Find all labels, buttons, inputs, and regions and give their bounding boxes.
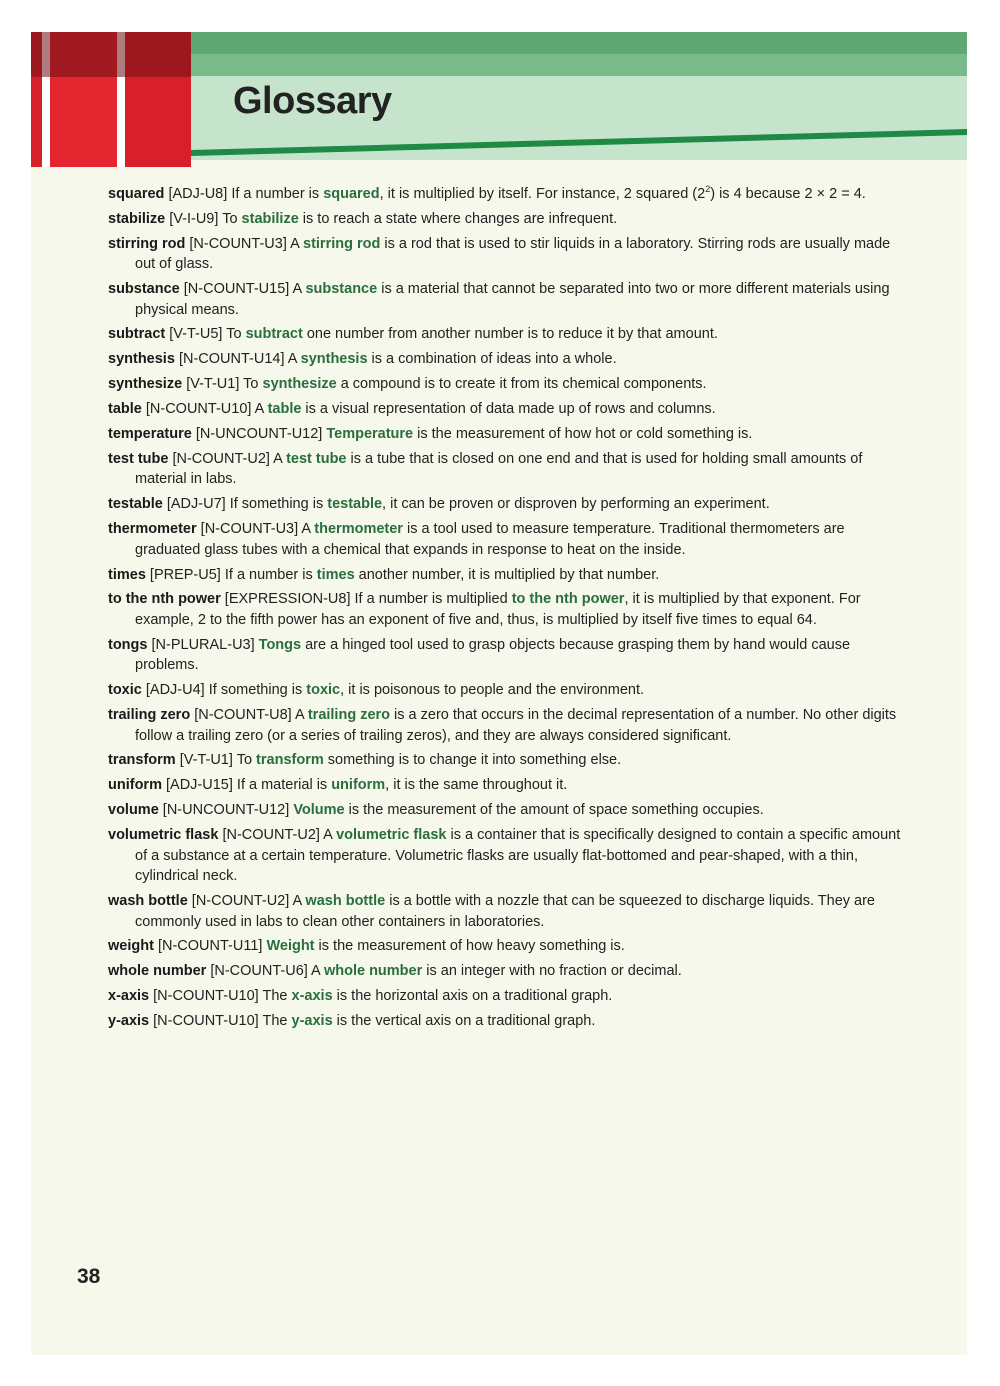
entry-definition: are a hinged tool used to grasp objects because grasping them by hand would cause problems. [135, 636, 851, 674]
entry-definition: is the measurement of how hot or cold something is. [413, 425, 753, 442]
glossary-entry [108, 519, 903, 560]
entry-highlight-term: test tube [286, 450, 347, 467]
entry-text: If something is [208, 682, 303, 699]
entry-text: If a material is [236, 777, 328, 794]
glossary-entry [108, 750, 903, 771]
entry-definition: is the measurement of how heavy something is. [314, 938, 625, 955]
glossary-entry [108, 374, 903, 395]
glossary-entry [108, 891, 903, 932]
glossary-entry [108, 324, 903, 345]
entry-part-of-speech: [PREP-U5] [149, 566, 221, 583]
glossary-entry [108, 209, 903, 230]
glossary-entry [108, 424, 903, 445]
entry-highlight-term: stirring rod [303, 235, 381, 252]
entry-term: times [108, 566, 146, 583]
entry-term: substance [108, 281, 180, 297]
entry-highlight-term: substance [305, 281, 378, 297]
entry-highlight-term: table [267, 401, 302, 418]
entry-part-of-speech: [N-COUNT-U3] [200, 521, 299, 538]
entry-term: toxic [108, 682, 142, 699]
glossary-entry [108, 349, 903, 370]
entry-highlight-term: toxic [306, 682, 341, 699]
glossary-entry [108, 961, 903, 982]
entry-definition: one number from another number is to reduce it by that amount. [302, 326, 718, 343]
entry-text: A [287, 351, 297, 368]
entry-text: To [226, 326, 242, 343]
glossary-entry [108, 234, 903, 275]
entry-part-of-speech: [N-COUNT-U10] [153, 1013, 259, 1030]
entry-text: To [243, 376, 259, 393]
entry-definition: , it is multiplied by itself. For instance, 2 squared (2 [379, 185, 706, 202]
entry-highlight-term: Weight [266, 938, 315, 955]
entry-text: If something is [229, 496, 324, 513]
entry-definition: is a zero that occurs in the decimal representation of a number. No other digits follow a trailing zero (or a series of trailing zeros), and they are always considered significant. [135, 707, 897, 744]
entry-term: uniform [108, 777, 162, 794]
glossary-entry [108, 399, 903, 420]
entry-highlight-term: Volume [293, 802, 345, 819]
entry-definition: , it is the same throughout it. [385, 777, 568, 794]
entry-definition: is a tube that is closed on one end and that is used for holding small amounts of material in labs. [135, 450, 863, 488]
header-banner-graphic [31, 32, 967, 167]
glossary-entry [108, 936, 903, 957]
entry-definition: , it can be proven or disproven by performing an experiment. [382, 496, 770, 513]
entry-definition: is a rod that is used to stir liquids in a laboratory. Stirring rods are usually made out of glass. [135, 235, 891, 273]
entry-definition: a compound is to create it from its chemical components. [336, 376, 707, 393]
entry-term: squared [108, 185, 165, 202]
entry-part-of-speech: [N-COUNT-U10] [145, 401, 252, 418]
entry-text: The [262, 988, 288, 1005]
entry-part-of-speech: [ADJ-U4] [145, 682, 205, 699]
entry-text: A [290, 235, 299, 252]
entry-highlight-term: transform [256, 752, 324, 769]
entry-text: If a number is multiplied [354, 591, 508, 608]
entry-text: To [236, 752, 253, 769]
page-number: 38 [77, 1265, 101, 1288]
entry-text: A [292, 281, 302, 297]
glossary-entry [108, 449, 903, 490]
entry-highlight-term: volumetric flask [336, 827, 447, 844]
entry-part-of-speech: [N-COUNT-U3] [189, 235, 287, 252]
entry-highlight-term: stabilize [241, 210, 299, 227]
entry-highlight-term: subtract [245, 326, 303, 343]
entry-superscript: 2 [705, 184, 711, 194]
entry-highlight-term: times [316, 566, 355, 583]
entry-part-of-speech: [N-COUNT-U2] [191, 893, 290, 910]
entry-term: testable [108, 496, 163, 513]
entry-definition-continued: ) is 4 because 2 × 2 = 4. [710, 185, 866, 202]
glossary-entry [108, 494, 903, 515]
entry-definition: , it is poisonous to people and the environment. [340, 682, 645, 699]
entry-part-of-speech: [ADJ-U7] [166, 496, 226, 513]
entry-text: A [254, 401, 264, 418]
entry-definition: is a bottle with a nozzle that can be squeezed to discharge liquids. They are commonly used in labs to clean other containers in laboratories. [135, 893, 875, 930]
glossary-entry [108, 279, 903, 320]
entry-part-of-speech: [V-I-U9] [169, 210, 219, 227]
entry-part-of-speech: [V-T-U1] [179, 752, 233, 769]
entry-term: trailing zero [108, 707, 191, 724]
entry-highlight-term: testable [327, 496, 383, 513]
entry-definition: is a combination of ideas into a whole. [367, 351, 617, 368]
glossary-entry [108, 179, 903, 204]
entry-part-of-speech: [N-UNCOUNT-U12] [195, 425, 323, 442]
entry-part-of-speech: [EXPRESSION-U8] [224, 591, 351, 608]
entry-term: weight [108, 938, 154, 955]
entry-text: A [273, 450, 283, 467]
glossary-entry [108, 565, 903, 586]
entry-definition: is a container that is specifically designed to contain a specific amount of a substance at a certain temperature. Volumetric flasks are usually flat-bottomed and pear-shaped, with a thin, cylindrical neck. [135, 827, 901, 885]
entry-text: To [222, 210, 238, 227]
entry-term: volume [108, 802, 159, 819]
glossary-entry [108, 589, 903, 630]
entry-term: transform [108, 752, 176, 769]
glossary-entry [108, 800, 903, 821]
entry-term: tongs [108, 636, 148, 653]
page-title: Glossary [233, 80, 392, 122]
entry-highlight-term: wash bottle [305, 893, 386, 910]
entry-part-of-speech: [N-COUNT-U10] [153, 988, 259, 1005]
entry-definition: is to reach a state where changes are infrequent. [298, 210, 618, 227]
entry-text: A [301, 521, 311, 538]
entry-part-of-speech: [N-COUNT-U11] [157, 938, 263, 955]
entry-part-of-speech: [N-COUNT-U15] [183, 281, 290, 297]
entry-term: subtract [108, 326, 166, 343]
entry-term: volumetric flask [108, 827, 219, 844]
glossary-list [108, 179, 903, 1036]
entry-term: test tube [108, 450, 169, 467]
entry-part-of-speech: [N-COUNT-U14] [178, 351, 285, 368]
entry-highlight-term: thermometer [314, 521, 403, 538]
glossary-entry [108, 825, 903, 887]
page-header [31, 32, 967, 167]
entry-highlight-term: synthesis [300, 351, 368, 368]
entry-highlight-term: Temperature [326, 425, 414, 442]
entry-term: synthesis [108, 351, 175, 368]
entry-definition: is the horizontal axis on a traditional graph. [332, 988, 613, 1005]
entry-definition: is the vertical axis on a traditional graph. [332, 1013, 596, 1030]
entry-part-of-speech: [V-T-U5] [169, 326, 223, 343]
entry-text: A [323, 827, 333, 844]
entry-part-of-speech: [ADJ-U8] [168, 185, 228, 202]
entry-definition: something is to change it into something else. [323, 752, 622, 769]
entry-definition: is an integer with no fraction or decimal. [422, 963, 682, 980]
glossary-entry [108, 635, 903, 676]
entry-definition: , it is multiplied by that exponent. For example, 2 to the fifth power has an exponent of five and, thus, is multiplied by itself five times to equal 64. [135, 591, 861, 628]
entry-text: If a number is [224, 566, 313, 583]
entry-highlight-term: to the nth power [511, 591, 625, 608]
entry-highlight-term: trailing zero [307, 707, 391, 724]
entry-term: stabilize [108, 210, 166, 227]
glossary-entry [108, 680, 903, 701]
entry-term: whole number [108, 963, 207, 980]
entry-definition: is a material that cannot be separated into two or more different materials using physical means. [135, 281, 890, 318]
entry-highlight-term: x-axis [291, 988, 333, 1005]
entry-term: thermometer [108, 521, 197, 538]
entry-highlight-term: y-axis [291, 1013, 333, 1030]
entry-term: stirring rod [108, 235, 186, 252]
entry-text: The [262, 1013, 288, 1030]
entry-part-of-speech: [N-COUNT-U6] [210, 963, 308, 980]
entry-part-of-speech: [N-COUNT-U2] [172, 450, 270, 467]
entry-text: A [292, 893, 302, 910]
entry-term: temperature [108, 425, 192, 442]
page [31, 32, 967, 1355]
glossary-entry [108, 775, 903, 796]
entry-term: wash bottle [108, 893, 188, 910]
entry-part-of-speech: [N-COUNT-U2] [222, 827, 320, 844]
entry-text: If a number is [231, 185, 320, 202]
entry-highlight-term: squared [323, 185, 380, 202]
entry-part-of-speech: [N-COUNT-U8] [194, 707, 292, 724]
entry-text: A [294, 707, 304, 724]
entry-highlight-term: synthesize [262, 376, 337, 393]
entry-term: to the nth power [108, 591, 221, 608]
entry-definition: another number, it is multiplied by that number. [354, 566, 660, 583]
entry-part-of-speech: [V-T-U1] [186, 376, 240, 393]
entry-part-of-speech: [N-UNCOUNT-U12] [162, 802, 290, 819]
entry-definition: is the measurement of the amount of space something occupies. [344, 802, 764, 819]
entry-text: A [311, 963, 320, 980]
entry-term: synthesize [108, 376, 183, 393]
glossary-entry [108, 986, 903, 1007]
glossary-entry [108, 705, 903, 746]
entry-part-of-speech: [ADJ-U15] [166, 777, 233, 794]
entry-highlight-term: whole number [323, 963, 423, 980]
entry-term: x-axis [108, 988, 150, 1005]
entry-highlight-term: uniform [331, 777, 386, 794]
glossary-entry [108, 1011, 903, 1032]
entry-term: y-axis [108, 1013, 150, 1030]
entry-definition: is a tool used to measure temperature. Traditional thermometers are graduated glass tubes with a chemical that expands in response to heat on the inside. [135, 521, 845, 558]
entry-definition: is a visual representation of data made up of rows and columns. [301, 401, 716, 418]
entry-part-of-speech: [N-PLURAL-U3] [151, 636, 255, 653]
entry-highlight-term: Tongs [258, 636, 302, 653]
entry-term: table [108, 401, 142, 418]
